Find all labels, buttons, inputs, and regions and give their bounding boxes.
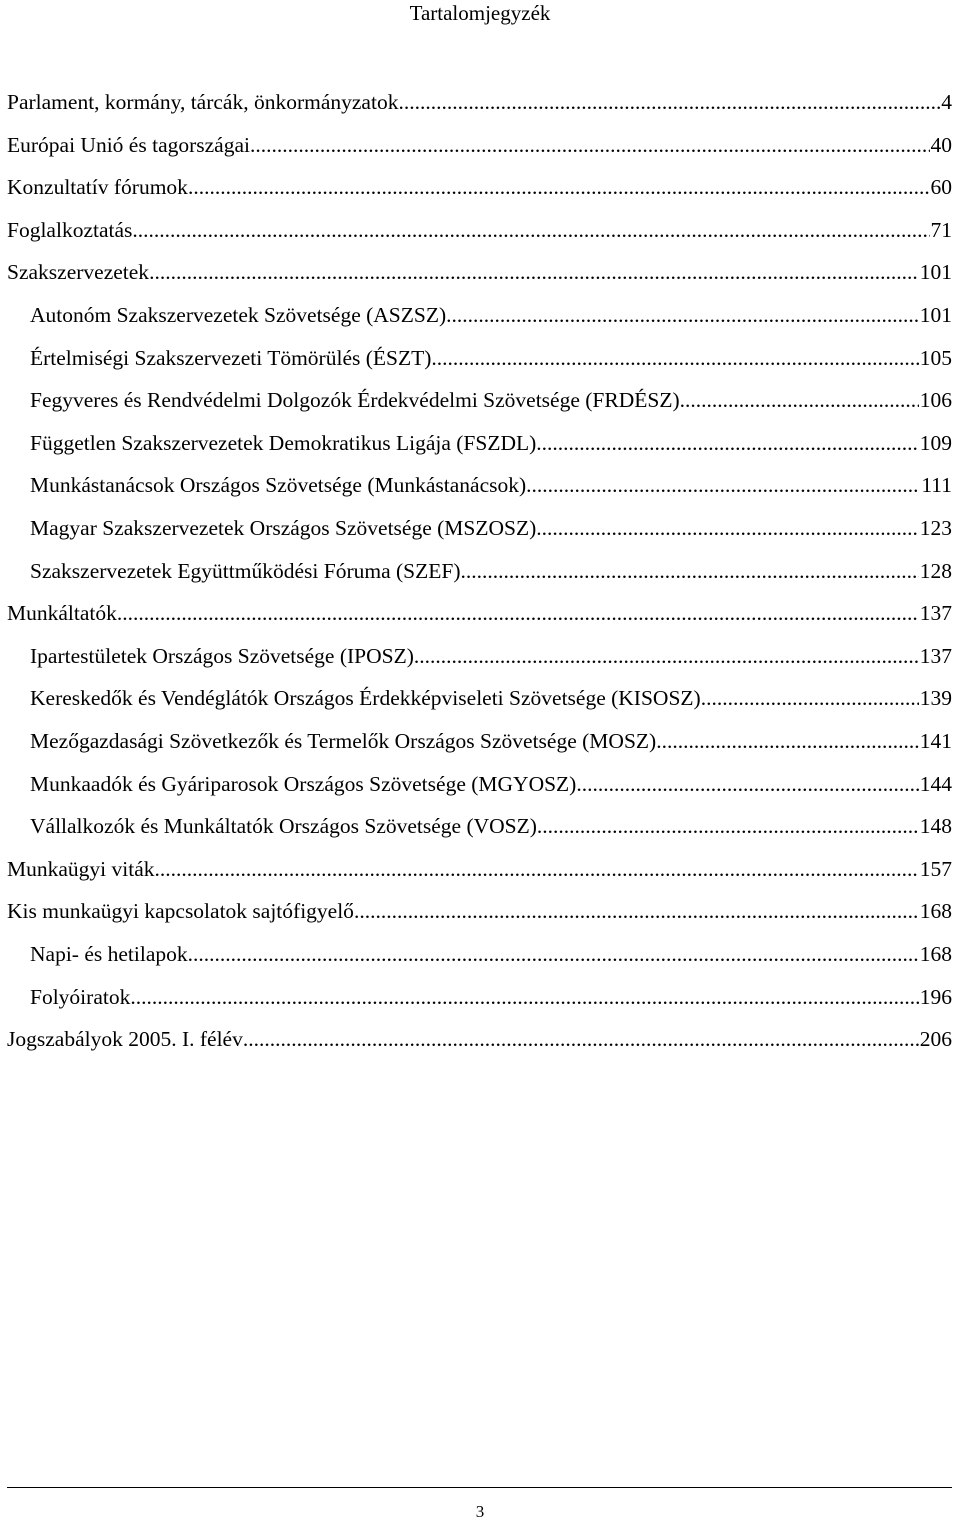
toc-entry-page: 137 xyxy=(919,601,952,626)
toc-dot-leader xyxy=(243,1025,919,1053)
toc-entry-title: Magyar Szakszervezetek Országos Szövetsége (MSZOSZ) xyxy=(30,516,537,540)
toc-entry[interactable] xyxy=(0,543,960,585)
toc-entry-title: Kis munkaügyi kapcsolatok sajtófigyelő xyxy=(7,899,354,924)
toc-entry-title: Folyóiratok xyxy=(30,984,131,1009)
toc-dot-leader xyxy=(680,386,919,414)
toc-entry[interactable] xyxy=(0,415,960,457)
toc-entry[interactable] xyxy=(0,670,960,712)
toc-dot-leader xyxy=(461,557,919,585)
toc-entry[interactable] xyxy=(0,287,960,329)
toc-entry-page: 106 xyxy=(919,388,952,413)
toc-entry-page: 144 xyxy=(919,771,952,796)
toc-entry-page: 4 xyxy=(941,90,952,114)
toc-entry-page: 101 xyxy=(919,260,952,285)
toc-dot-leader xyxy=(132,216,929,244)
toc-entry-page: 139 xyxy=(919,686,952,711)
toc-entry[interactable] xyxy=(0,713,960,755)
toc-dot-leader xyxy=(130,983,918,1011)
toc-entry-page: 206 xyxy=(919,1027,952,1052)
toc-entry[interactable] xyxy=(0,500,960,542)
toc-entry[interactable] xyxy=(0,202,960,244)
toc-entry-page: 123 xyxy=(919,516,952,540)
toc-entry[interactable] xyxy=(0,798,960,840)
toc-entry-title: Szakszervezetek Együttműködési Fóruma (SZEF) xyxy=(30,558,461,583)
toc-entry-page: 157 xyxy=(919,856,952,881)
toc-entry-page: 101 xyxy=(919,303,952,327)
toc-entry-page: 196 xyxy=(919,984,952,1009)
toc-entry[interactable] xyxy=(0,244,960,286)
toc-dot-leader xyxy=(536,429,918,457)
toc-entry[interactable] xyxy=(0,74,960,116)
page-number: 3 xyxy=(475,1502,485,1521)
toc-entry[interactable] xyxy=(0,926,960,968)
toc-entry[interactable] xyxy=(0,330,960,372)
toc-entry-page: 111 xyxy=(921,473,952,498)
toc-entry-title: Jogszabályok 2005. I. félév xyxy=(7,1027,243,1052)
toc-entry-title: Napi- és hetilapok xyxy=(30,942,188,966)
toc-entry[interactable] xyxy=(0,372,960,414)
toc-entry-title: Autonóm Szakszervezetek Szövetsége (ASZSZ) xyxy=(30,303,447,327)
toc-dot-leader xyxy=(398,88,940,116)
toc-dot-leader xyxy=(188,173,930,201)
toc-dot-leader xyxy=(431,344,918,372)
toc-entry-page: 168 xyxy=(919,899,952,924)
toc-dot-leader xyxy=(250,131,930,159)
toc-entry-page: 168 xyxy=(919,942,952,966)
toc-entry-page: 148 xyxy=(919,814,952,839)
toc-entry-title: Független Szakszervezetek Demokratikus Ligája (FSZDL) xyxy=(30,430,537,455)
toc-dot-leader xyxy=(446,301,919,329)
toc-dot-leader xyxy=(188,940,919,968)
toc-entry-page: 137 xyxy=(919,643,952,668)
toc-dot-leader xyxy=(526,471,920,499)
toc-entry-title: Kereskedők és Vendéglátók Országos Érdekképviseleti Szövetsége (KISOSZ) xyxy=(30,686,701,711)
toc-entry[interactable] xyxy=(0,756,960,798)
toc-entry[interactable] xyxy=(0,117,960,159)
toc-dot-leader xyxy=(656,727,919,755)
toc-entry[interactable] xyxy=(0,159,960,201)
toc-entry[interactable] xyxy=(0,883,960,925)
toc-entry-title: Fegyveres és Rendvédelmi Dolgozók Érdekvédelmi Szövetsége (FRDÉSZ) xyxy=(30,388,680,413)
toc-entry-title: Értelmiségi Szakszervezeti Tömörülés (ÉSZT) xyxy=(30,345,432,370)
toc-entry-page: 71 xyxy=(930,217,952,242)
toc-entry-title: Foglalkoztatás xyxy=(7,217,133,242)
page-title: Tartalomjegyzék xyxy=(409,1,551,25)
toc-entry[interactable] xyxy=(0,628,960,670)
toc-dot-leader xyxy=(537,812,919,840)
toc-entry[interactable] xyxy=(0,969,960,1011)
toc-entry[interactable] xyxy=(0,457,960,499)
toc-entry-title: Mezőgazdasági Szövetkezők és Termelők Országos Szövetsége (MOSZ) xyxy=(30,729,657,753)
toc-entry-title: Konzultatív fórumok xyxy=(7,175,188,200)
toc-dot-leader xyxy=(354,897,919,925)
toc-entry-title: Munkástanácsok Országos Szövetsége (Munkástanácsok) xyxy=(30,473,527,498)
toc-entry-page: 105 xyxy=(919,345,952,370)
toc-dot-leader xyxy=(155,855,919,883)
toc-entry[interactable] xyxy=(0,841,960,883)
toc-entry[interactable] xyxy=(0,1011,960,1053)
toc-entry-title: Parlament, kormány, tárcák, önkormányzatok xyxy=(7,90,399,114)
toc-entry-page: 141 xyxy=(919,729,952,753)
toc-entry[interactable] xyxy=(0,585,960,627)
toc-entry-title: Munkáltatók xyxy=(7,601,117,626)
toc-dot-leader xyxy=(536,514,918,542)
toc-dot-leader xyxy=(576,770,918,798)
toc-dot-leader xyxy=(414,642,919,670)
toc-entry-title: Európai Unió és tagországai xyxy=(7,132,250,157)
toc-entry-page: 109 xyxy=(919,430,952,455)
toc-entry-page: 60 xyxy=(930,175,952,200)
toc-entry-title: Ipartestületek Országos Szövetsége (IPOSZ) xyxy=(30,643,414,668)
toc-dot-leader xyxy=(117,599,919,627)
toc-entry-title: Munkaügyi viták xyxy=(7,856,155,881)
toc-dot-leader xyxy=(149,258,919,286)
toc-entry-page: 128 xyxy=(919,558,952,583)
toc-entry-title: Szakszervezetek xyxy=(7,260,150,285)
toc-dot-leader xyxy=(701,684,919,712)
toc-entry-title: Vállalkozók és Munkáltatók Országos Szövetsége (VOSZ) xyxy=(30,814,537,839)
footer-divider xyxy=(7,1487,952,1488)
toc-entry-page: 40 xyxy=(930,132,952,157)
toc-entry-title: Munkaadók és Gyáriparosok Országos Szövetsége (MGYOSZ) xyxy=(30,771,577,796)
